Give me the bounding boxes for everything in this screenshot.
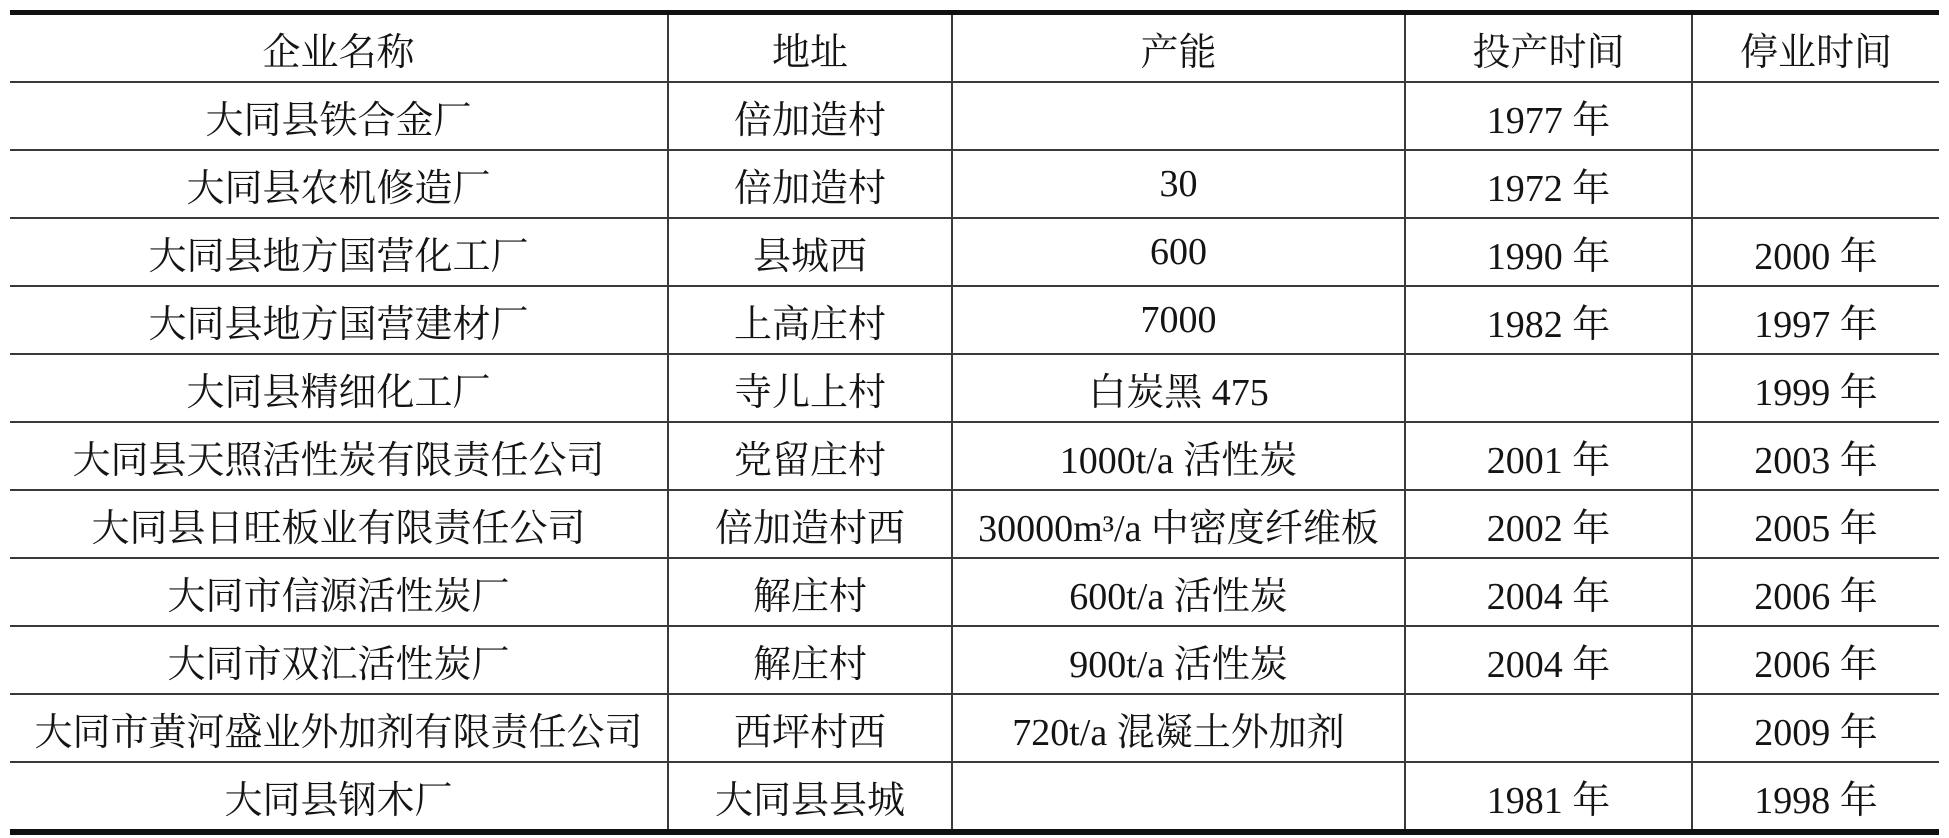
cell-enterprise-name: 大同县钢木厂 [224, 779, 453, 822]
column-header-capacity: 产能 [952, 13, 1405, 83]
cell-close-time [1692, 150, 1939, 218]
cell-capacity: 7000 [952, 286, 1405, 354]
cell-enterprise-name: 大同县地方国营化工厂 [10, 218, 668, 286]
cell-start-time: 1972 年 [1405, 150, 1692, 218]
cell-start-time: 2004 年 [1405, 626, 1692, 694]
cell-enterprise-name: 大同县天照活性炭有限责任公司 [10, 422, 668, 490]
table-row [10, 558, 1939, 626]
cell-enterprise-name: 大同市信源活性炭厂 [10, 558, 668, 626]
cell-close-time [1692, 82, 1939, 150]
cell-start-time: 2004 年 [1405, 558, 1692, 626]
cell-capacity: 720t/a 混凝土外加剂 [952, 694, 1405, 762]
table-row [10, 694, 1939, 762]
cell-address: 倍加造村 [668, 150, 952, 218]
table-row [10, 762, 1939, 832]
cell-address: 解庄村 [668, 558, 952, 626]
table-row [10, 218, 1939, 286]
cell-address: 解庄村 [668, 626, 952, 694]
table-row [10, 150, 1939, 218]
cell-capacity [952, 762, 1405, 832]
cell-address: 倍加造村 [668, 82, 952, 150]
cell-enterprise-name: 大同市黄河盛业外加剂有限责任公司 [10, 694, 668, 762]
column-header-enterprise-name: 企业名称 [10, 13, 668, 83]
cell-capacity: 30000m³/a 中密度纤维板 [952, 490, 1405, 558]
cell-address: 党留庄村 [668, 422, 952, 490]
cell-enterprise-name: 大同市双汇活性炭厂 [10, 626, 668, 694]
cell-close-time: 1999 年 [1692, 354, 1939, 422]
column-header-close-time: 停业时间 [1692, 13, 1939, 83]
table-row [10, 422, 1939, 490]
cell-close-time: 2003 年 [1692, 422, 1939, 490]
cell-start-time: 2002 年 [1405, 490, 1692, 558]
column-header-start-time: 投产时间 [1405, 13, 1692, 83]
cell-start-time: 1977 年 [1405, 82, 1692, 150]
cell-capacity: 30 [952, 150, 1405, 218]
header-row [10, 13, 1939, 83]
cell-enterprise-name: 大同县农机修造厂 [10, 150, 668, 218]
cell-enterprise-name: 大同县地方国营建材厂 [10, 286, 668, 354]
cell-address: 上高庄村 [668, 286, 952, 354]
cell-close-time: 1998 年 [1692, 762, 1939, 832]
cell-enterprise-name: 大同县精细化工厂 [10, 354, 668, 422]
cell-close-time: 2005 年 [1692, 490, 1939, 558]
cell-capacity: 600 [952, 218, 1405, 286]
cell-enterprise-name: 大同县日旺板业有限责任公司 [10, 490, 668, 558]
cell-capacity: 白炭黑 475 [952, 354, 1405, 422]
cell-start-time [1405, 354, 1692, 422]
cell-capacity [952, 82, 1405, 150]
cell-start-time: 1982 年 [1405, 286, 1692, 354]
cell-close-time: 1997 年 [1692, 286, 1939, 354]
table-row [10, 286, 1939, 354]
cell-start-time: 1981 年 [1405, 762, 1692, 832]
cell-enterprise-name: 大同县铁合金厂 [10, 82, 668, 150]
cell-address: 大同县县城 [668, 762, 952, 832]
cell-close-time: 2006 年 [1692, 626, 1939, 694]
cell-close-time: 2000 年 [1692, 218, 1939, 286]
cell-close-time: 2009 年 [1692, 694, 1939, 762]
cell-address: 县城西 [668, 218, 952, 286]
cell-start-time [1405, 694, 1692, 762]
cell-address: 倍加造村西 [668, 490, 952, 558]
table-row [10, 490, 1939, 558]
table-row [10, 82, 1939, 150]
column-header-address: 地址 [668, 13, 952, 83]
cell-start-time: 1990 年 [1405, 218, 1692, 286]
cell-start-time: 2001 年 [1405, 422, 1692, 490]
enterprise-table [10, 10, 1939, 835]
cell-address: 寺儿上村 [668, 354, 952, 422]
cell-capacity: 1000t/a 活性炭 [952, 422, 1405, 490]
table-row [10, 354, 1939, 422]
cell-capacity: 900t/a 活性炭 [952, 626, 1405, 694]
cell-capacity: 600t/a 活性炭 [952, 558, 1405, 626]
table-row [10, 626, 1939, 694]
cell-close-time: 2006 年 [1692, 558, 1939, 626]
cell-address: 西坪村西 [668, 694, 952, 762]
